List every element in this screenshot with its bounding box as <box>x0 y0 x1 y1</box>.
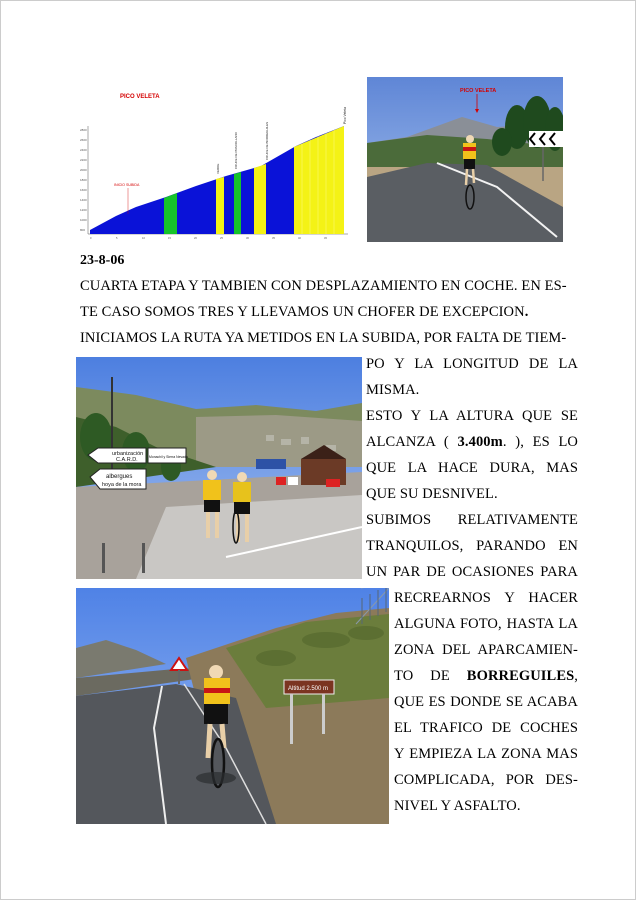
altitude-sign-text: Altitud 2.500 m <box>288 686 329 692</box>
profile-title: PICO VELETA <box>120 94 160 100</box>
photo1-label: PICO VELETA <box>460 88 497 94</box>
text-line-16c: , <box>574 668 578 684</box>
svg-text:2800: 2800 <box>80 128 87 132</box>
text-line-7c: . ), ES LO <box>502 434 578 450</box>
svg-text:1600: 1600 <box>80 188 87 192</box>
text-line-4: PO Y LA LONGITUD DE LA <box>366 356 578 372</box>
sign-line-3: albergues <box>106 474 133 480</box>
text-line-14: ALGUNA FOTO, HASTA LA <box>394 616 578 632</box>
text-line-7 <box>366 429 578 455</box>
svg-text:2000: 2000 <box>80 168 87 172</box>
text-line-16a: TO DE <box>394 668 467 684</box>
svg-text:1800: 1800 <box>80 178 87 182</box>
text-line-2a: TE CASO SOMOS TRES Y LLEVAMOS UN CHOFER DE EXCEPCION <box>80 304 525 320</box>
text-line-21: NIVEL Y ASFALTO. <box>394 798 521 814</box>
text-line-9: QUE SU DESNIVEL. <box>366 486 498 502</box>
svg-text:0: 0 <box>90 237 92 240</box>
sign-line-2: C.A.R.D. <box>116 457 138 463</box>
entry-date: 23-8-06 <box>80 253 125 268</box>
text-line-12: UN PAR DE OCASIONES PARA <box>366 564 578 580</box>
svg-text:15: 15 <box>168 237 171 240</box>
photo-road-pico-veleta <box>367 77 563 242</box>
svg-text:2400: 2400 <box>80 148 87 152</box>
sign-right: Monachil y Sierra Nevada <box>149 455 188 459</box>
text-line-17: QUE ES DONDE SE ACABA <box>394 694 578 710</box>
text-line-6: ESTO Y LA ALTURA QUE SE <box>366 408 578 424</box>
text-line-8: QUE LA HACE DURA, MAS <box>366 460 578 476</box>
text-line-11: TRANQUILOS, PARANDO EN <box>366 538 578 554</box>
profile-bar-label-1: VERDE <box>216 163 220 174</box>
text-line-2b: . <box>524 304 529 320</box>
svg-text:20: 20 <box>194 237 197 240</box>
svg-text:45: 45 <box>324 237 327 240</box>
text-line-16 <box>394 663 578 689</box>
profile-bar-label-3: CRUCE DE BORREGUILES <box>265 121 269 160</box>
profile-bar-label-2: CRUCE DE PRADOLLANO <box>234 131 238 169</box>
svg-text:40: 40 <box>298 237 301 240</box>
text-line-7a: ALCANZA ( <box>366 434 458 450</box>
text-line-1: CUARTA ETAPA Y TAMBIEN CON DESPLAZAMIENTO EN COCHE. EN ES- <box>80 278 567 294</box>
svg-text:2200: 2200 <box>80 158 87 162</box>
svg-text:30: 30 <box>246 237 249 240</box>
text-line-2 <box>80 299 528 325</box>
elevation-profile <box>76 76 352 243</box>
text-line-19: Y EMPIEZA LA ZONA MAS <box>394 746 578 762</box>
svg-text:1000: 1000 <box>80 218 87 222</box>
text-line-10: SUBIMOS RELATIVAMENTE <box>366 512 578 528</box>
text-line-13: RECREARNOS Y HACER <box>394 590 578 606</box>
sign-line-1: urbanización <box>112 451 144 457</box>
sign-line-4: hoya de la mora <box>102 482 142 488</box>
svg-text:800: 800 <box>80 228 86 232</box>
profile-summit-label: Pico Veleta <box>343 107 347 124</box>
text-line-18: EL TRAFICO DE COCHES <box>394 720 578 736</box>
photo-cyclists-sign <box>76 357 362 579</box>
svg-text:10: 10 <box>142 237 145 240</box>
svg-text:1400: 1400 <box>80 198 87 202</box>
text-line-15: ZONA DEL APARCAMIEN- <box>394 642 578 658</box>
text-line-16b: BORREGUILES <box>466 668 575 684</box>
svg-text:5: 5 <box>116 237 118 240</box>
svg-text:1200: 1200 <box>80 208 87 212</box>
text-line-5: MISMA. <box>366 382 420 398</box>
svg-text:35: 35 <box>272 237 275 240</box>
text-line-7b: 3.400m <box>457 434 503 450</box>
svg-text:25: 25 <box>220 237 223 240</box>
text-line-20: COMPLICADA, POR DES- <box>394 772 578 788</box>
photo-cyclist-climbing <box>76 588 389 824</box>
profile-start-label: INICIO SUBIDA <box>114 183 140 187</box>
text-line-3: INICIAMOS LA RUTA YA METIDOS EN LA SUBIDA, POR FALTA DE TIEM- <box>80 330 567 346</box>
svg-text:2600: 2600 <box>80 138 87 142</box>
